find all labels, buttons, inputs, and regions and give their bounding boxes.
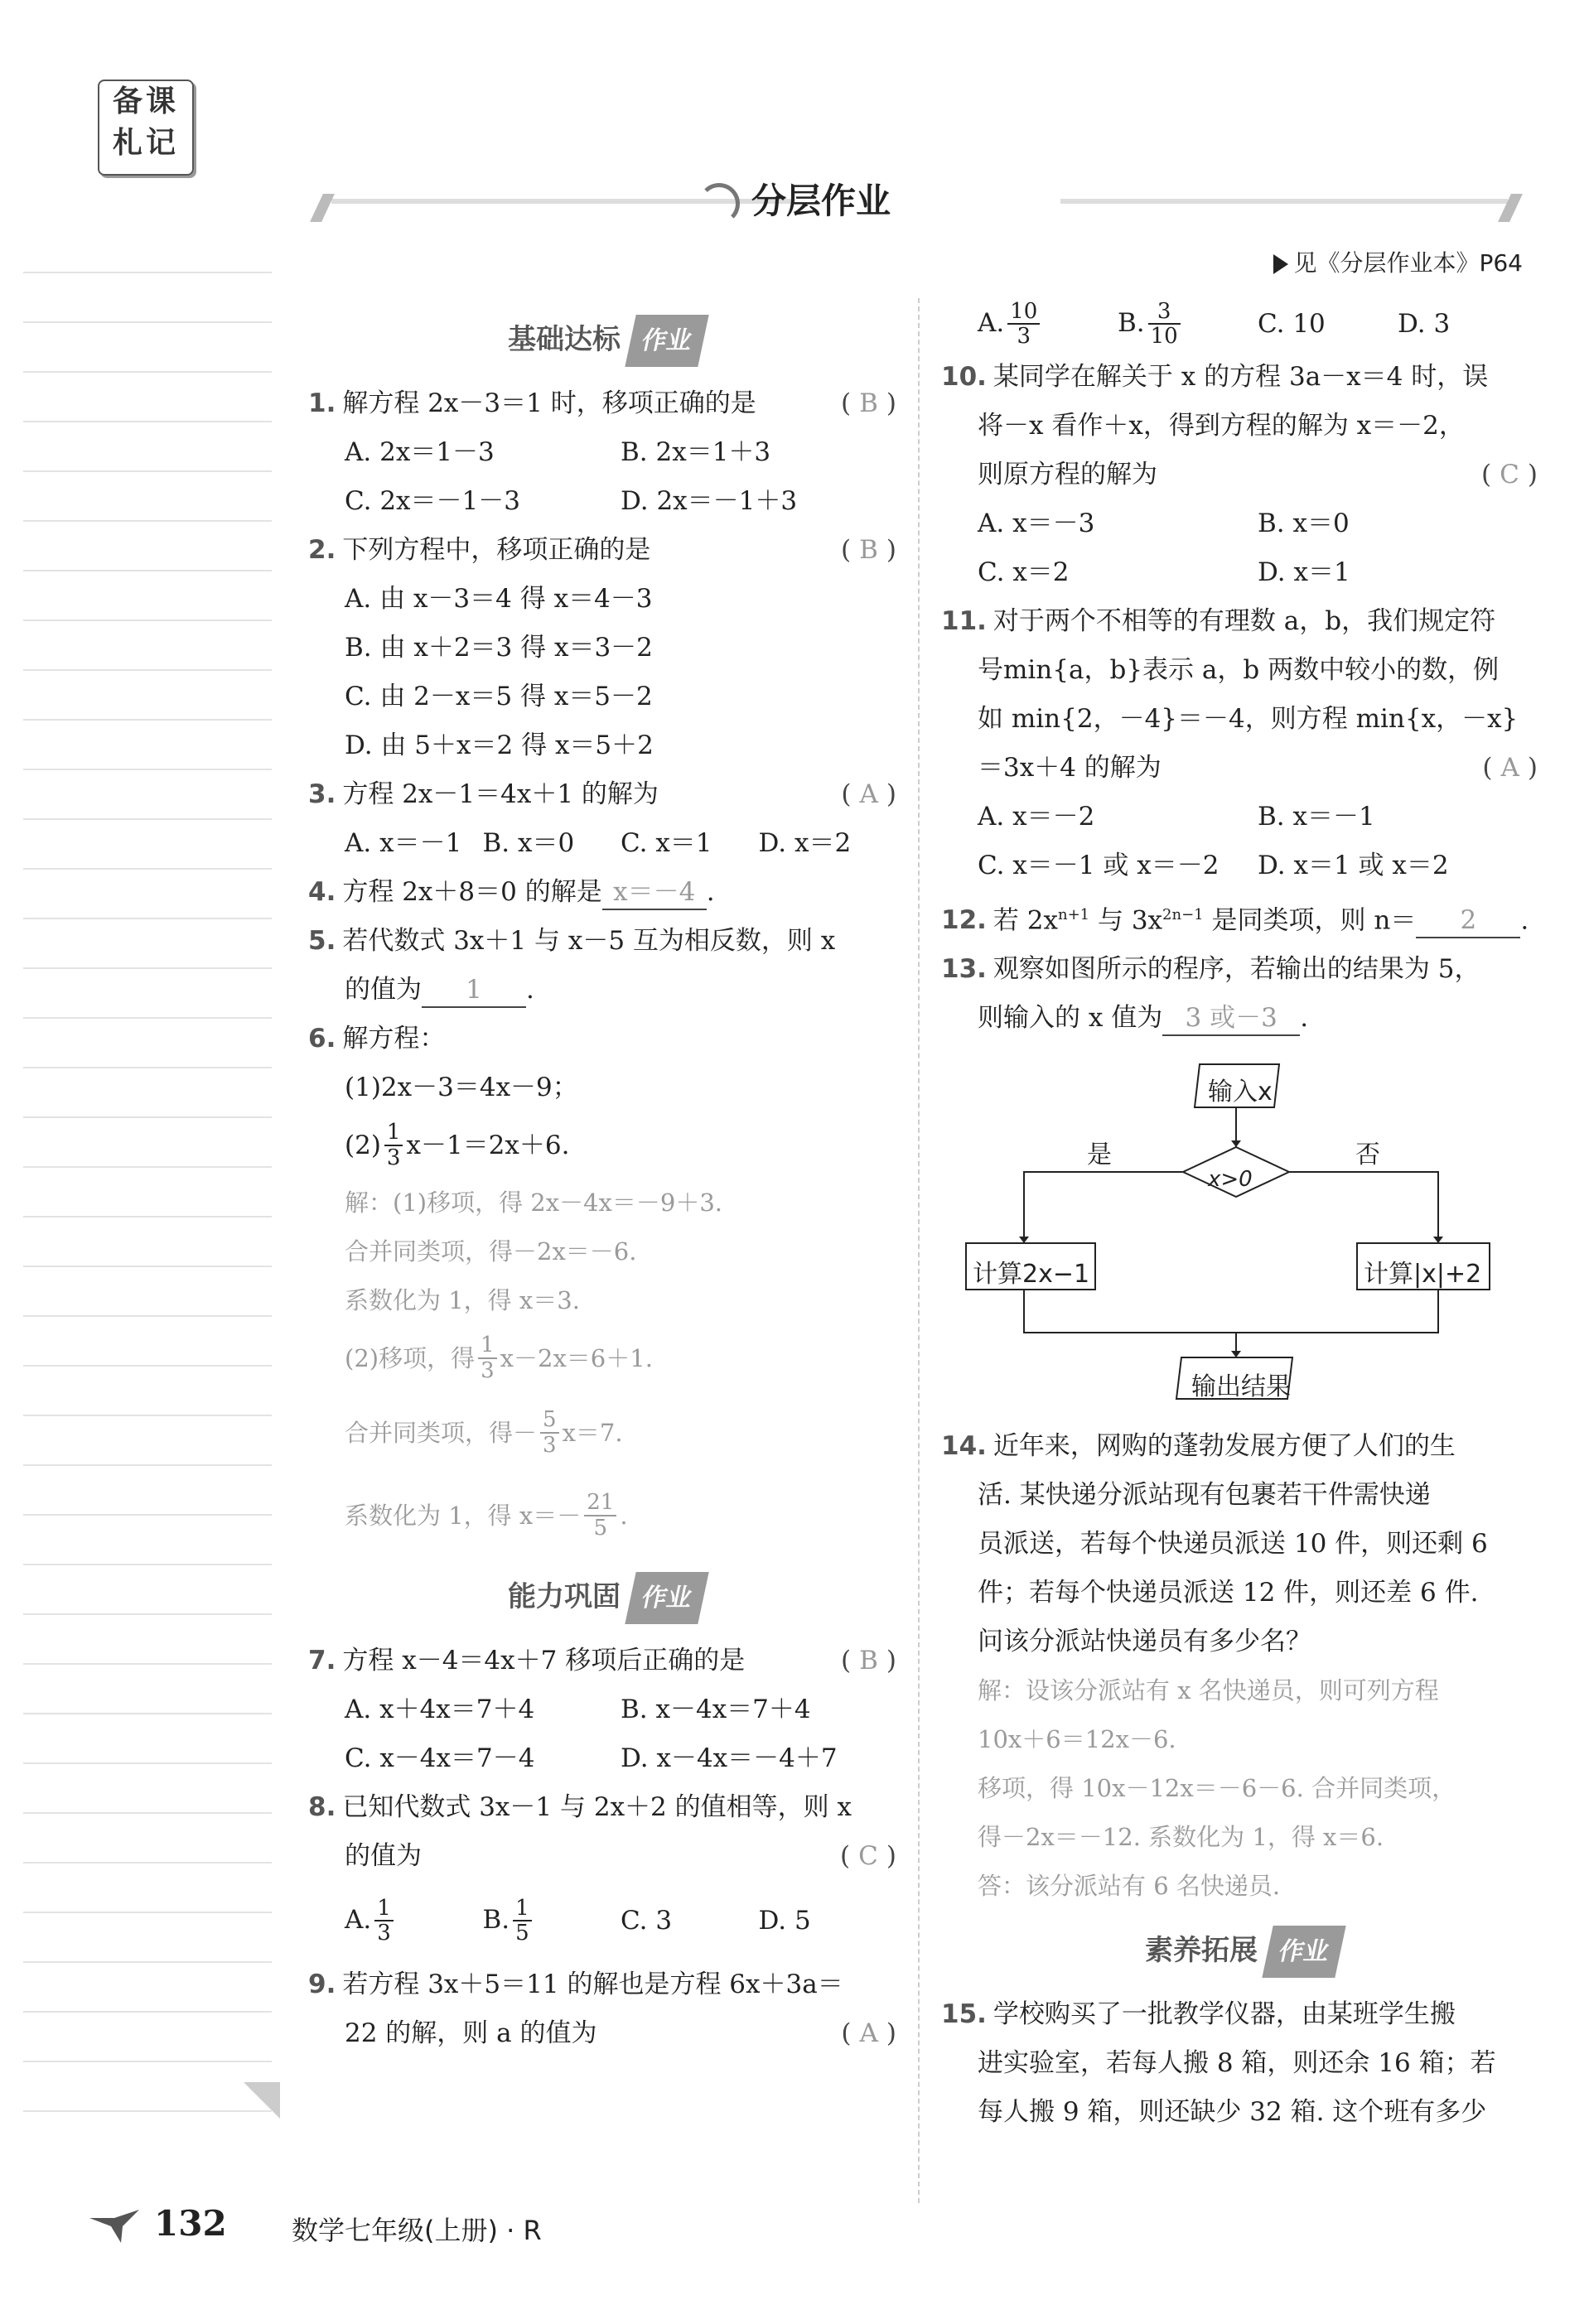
note-badge	[98, 80, 194, 176]
options-7b	[308, 1734, 896, 1783]
flow-condition-label: x>0	[1208, 1167, 1253, 1193]
denominator: 5	[593, 1516, 608, 1540]
text: x＝7.	[562, 1418, 623, 1447]
play-icon	[1273, 254, 1288, 274]
option: A. x＝－3	[978, 509, 1095, 538]
flow-left-label: 计算2x−1	[973, 1260, 1090, 1290]
flow-input-label: 输入x	[1208, 1078, 1273, 1107]
numerator: 1	[374, 1897, 394, 1922]
text: 与 3x	[1089, 905, 1163, 936]
question-stem: 则原方程的解为	[978, 460, 1157, 489]
question-stem: 的值为	[345, 975, 422, 1005]
numerator: 21	[584, 1491, 616, 1516]
numerator: 5	[540, 1408, 559, 1434]
answer-bracket: ( B )	[841, 388, 896, 418]
page-number: 132	[154, 2203, 227, 2244]
solution-line	[308, 1474, 896, 1557]
option: B. x＝－1	[1258, 802, 1375, 832]
no-line	[1289, 1172, 1438, 1243]
question-2	[308, 526, 896, 575]
question-stem: 活. 某快递分派站现有包裹若干件需快递	[978, 1480, 1431, 1511]
option: A. 2x＝1－3	[345, 437, 495, 467]
options-10b	[941, 548, 1538, 597]
question-number: 15.	[941, 1999, 987, 2030]
option: B. 由 x＋2＝3 得 x＝3－2	[345, 633, 653, 663]
flow-right-label: 计算|x|+2	[1364, 1260, 1482, 1290]
denominator: 3	[377, 1921, 391, 1946]
option	[978, 299, 1118, 349]
answer-blank: 2	[1416, 904, 1520, 938]
answer-bracket: ( A )	[1482, 753, 1538, 783]
question-stem: 学校购买了一批教学仪器，由某班学生搬	[993, 1999, 1456, 2030]
text: B.	[1118, 307, 1145, 338]
question-10-line3	[941, 451, 1538, 499]
period: .	[526, 975, 534, 1005]
answer: B	[859, 388, 878, 418]
text: B.	[482, 1904, 510, 1935]
question-stem: 下列方程中，移项正确的是	[342, 535, 651, 565]
question-9	[308, 1960, 896, 2009]
text: (2)移项，得	[345, 1343, 476, 1372]
options-1b	[308, 477, 896, 526]
option	[1118, 299, 1258, 349]
question-4	[308, 868, 896, 917]
options-8	[308, 1881, 896, 1960]
solution-line: 得－2x＝－12. 系数化为 1，得 x＝6.	[978, 1823, 1384, 1852]
question-6	[308, 1015, 896, 1063]
option: C. x＝2	[978, 557, 1070, 587]
page-title	[0, 174, 1589, 224]
option: D. x＝1 或 x＝2	[1258, 851, 1449, 880]
period: .	[1300, 1003, 1309, 1034]
text: 系数化为 1，得 x＝－	[345, 1501, 582, 1530]
exponent: 2n−1	[1162, 906, 1204, 923]
question-stem: 的值为	[345, 1841, 422, 1871]
section-label: 能力巩固	[508, 1580, 621, 1613]
flow-no-label: 否	[1355, 1140, 1380, 1170]
text: 是同类项，则 n＝	[1203, 905, 1417, 936]
question-stem: 22 的解，则 a 的值为	[345, 2018, 597, 2048]
reference	[1273, 245, 1523, 278]
question-11	[941, 597, 1538, 646]
answer-bracket: ( C )	[840, 1841, 896, 1871]
question-number: 5.	[308, 926, 336, 956]
option: A. x＝－2	[978, 802, 1095, 832]
question-number: 3.	[308, 779, 336, 809]
numerator: 1	[478, 1333, 497, 1359]
fraction	[384, 1121, 403, 1169]
option: A. x＝－1	[345, 828, 462, 858]
note-lines	[23, 224, 272, 2129]
question-11-line4	[941, 744, 1538, 793]
answer: A	[859, 2018, 878, 2048]
question-5-line2	[308, 966, 896, 1015]
question-10	[941, 353, 1538, 402]
options-9	[941, 295, 1538, 353]
question-stem: 观察如图所示的程序，若输出的结果为 5，	[993, 954, 1480, 985]
fraction	[374, 1897, 394, 1946]
options-3	[308, 819, 896, 868]
question-number: 13.	[941, 954, 987, 985]
sub-question	[308, 1112, 896, 1179]
question-stem: 近年来，网购的蓬勃发展方便了人们的生	[993, 1431, 1456, 1462]
question-number: 14.	[941, 1431, 987, 1462]
solution-line	[308, 1325, 896, 1391]
left-column	[308, 300, 896, 2058]
option: A. 由 x－3＝4 得 x＝4－3	[345, 584, 653, 614]
question-8-line2	[308, 1832, 896, 1881]
question-1	[308, 379, 896, 428]
question-stem: 解方程：	[342, 1024, 446, 1054]
options-1a	[308, 428, 896, 477]
right-column	[941, 300, 1538, 2137]
question-number: 9.	[308, 1970, 336, 1999]
exponent: n+1	[1057, 906, 1090, 923]
numerator: 1	[384, 1121, 403, 1146]
answer-bracket: ( B )	[841, 1646, 896, 1675]
question-stem: 某同学在解关于 x 的方程 3a－x＝4 时，误	[993, 362, 1489, 392]
denominator: 3	[481, 1358, 495, 1383]
option: C. x＝－1 或 x＝－2	[978, 851, 1220, 880]
text: x－1＝2x＋6.	[406, 1130, 570, 1160]
numerator: 3	[1148, 300, 1181, 325]
numerator: 10	[1007, 300, 1040, 325]
solution-line: 解：设该分派站有 x 名快递员，则可列方程	[978, 1676, 1439, 1705]
denominator: 10	[1150, 324, 1178, 350]
section-label: 素养拓展	[1145, 1934, 1258, 1968]
question-3	[308, 770, 896, 819]
question-stem: 则输入的 x 值为	[978, 1003, 1163, 1034]
question-8	[308, 1783, 896, 1832]
section-tag: 作业	[625, 1572, 708, 1624]
section-extend	[941, 1926, 1538, 1972]
question-number: 10.	[941, 362, 987, 392]
note-bottom: 札记	[112, 126, 179, 160]
answer: B	[859, 1646, 878, 1675]
question-number: 6.	[308, 1024, 336, 1054]
question-number: 8.	[308, 1792, 336, 1822]
question-number: 1.	[308, 388, 336, 418]
denominator: 3	[1017, 324, 1031, 350]
fraction	[513, 1897, 532, 1946]
section-basic	[308, 315, 896, 361]
answer-blank: 1	[422, 973, 526, 1008]
question-stem: 解方程 2x－3＝1 时，移项正确的是	[342, 388, 756, 418]
option: B. x＝0	[482, 828, 575, 858]
option: A. x＋4x＝7＋4	[345, 1695, 535, 1724]
option: B. x－4x＝7＋4	[621, 1695, 811, 1724]
question-stem: 员派送，若每个快递员派送 10 件，则还剩 6	[978, 1529, 1488, 1560]
period: .	[706, 877, 715, 907]
book-title: 数学七年级(上册) · R	[292, 2215, 542, 2246]
answer-bracket: ( A )	[841, 779, 896, 809]
sub-question: (1)2x－3＝4x－9；	[345, 1073, 578, 1102]
question-stem: 问该分派站快递员有多少名？	[978, 1627, 1311, 1657]
answer: C	[858, 1841, 878, 1871]
text: (2)	[345, 1130, 381, 1160]
options-11a	[941, 793, 1538, 841]
flowchart	[941, 1048, 1538, 1412]
arc-icon	[698, 183, 740, 224]
reference-text: 见《分层作业本》P64	[1293, 249, 1523, 277]
text: 合并同类项，得－	[345, 1418, 538, 1447]
flow-output-label: 输出结果	[1191, 1372, 1291, 1402]
answer: C	[1500, 460, 1519, 489]
option: C. 10	[1258, 308, 1326, 339]
option: D. x－4x＝－4＋7	[621, 1743, 838, 1773]
denominator: 3	[543, 1433, 557, 1458]
question-13-line2	[941, 994, 1538, 1043]
flow-yes-label: 是	[1087, 1140, 1112, 1170]
question-number: 7.	[308, 1646, 336, 1675]
section-tag: 作业	[625, 315, 708, 367]
question-stem: 如 min{2，－4}＝－4，则方程 min{x，－x}	[978, 704, 1519, 734]
column-divider	[918, 298, 920, 2203]
section-tag: 作业	[1262, 1926, 1345, 1978]
section-ability	[308, 1572, 896, 1618]
solution-line	[308, 1391, 896, 1474]
question-stem: 每人搬 9 箱，则还缺少 32 箱. 这个班有多少	[978, 2097, 1487, 2128]
question-stem: 方程 x－4＝4x＋7 移项后正确的是	[342, 1646, 746, 1675]
solution-line: 移项，得 10x－12x＝－6－6. 合并同类项，	[978, 1774, 1456, 1803]
option: D. 由 5＋x＝2 得 x＝5＋2	[345, 730, 654, 760]
option: D. x＝2	[758, 828, 852, 858]
option: B. 2x＝1＋3	[621, 437, 771, 467]
option: B. x＝0	[1258, 509, 1350, 538]
solution-line: 合并同类项，得－2x＝－6.	[345, 1237, 637, 1266]
text: .	[620, 1501, 628, 1530]
answer-bracket: ( B )	[841, 535, 896, 565]
question-number: 2.	[308, 535, 336, 565]
fraction	[478, 1333, 497, 1382]
question-stem: ＝3x＋4 的解为	[978, 753, 1162, 783]
solution-line: 答：该分派站有 6 名快递员.	[978, 1872, 1281, 1901]
fraction	[1148, 300, 1181, 349]
question-stem: 进实验室，若每人搬 8 箱，则还余 16 箱；若	[978, 2048, 1496, 2079]
solution-line: 解：(1)移项，得 2x－4x＝－9＋3.	[345, 1189, 723, 1217]
fraction	[1007, 300, 1040, 349]
option: C. 3	[621, 1905, 673, 1936]
options-7a	[308, 1685, 896, 1734]
text: A.	[345, 1904, 372, 1935]
options-11b	[941, 841, 1538, 890]
question-stem: 已知代数式 3x－1 与 2x＋2 的值相等，则 x	[342, 1792, 852, 1822]
numerator: 1	[513, 1897, 532, 1922]
answer: B	[859, 535, 878, 565]
option: D. 5	[758, 1905, 811, 1936]
question-stem: 号min{a，b}表示 a，b 两数中较小的数，例	[978, 655, 1500, 685]
text: x－2x＝6＋1.	[500, 1343, 653, 1372]
question-stem: 对于两个不相等的有理数 a，b，我们规定符	[993, 606, 1496, 636]
question-5	[308, 917, 896, 966]
option: D. x＝1	[1258, 557, 1350, 587]
question-13	[941, 945, 1538, 994]
question-stem: 方程 2x－1＝4x＋1 的解为	[342, 779, 659, 809]
answer: A	[1500, 753, 1519, 783]
option	[483, 1896, 621, 1946]
option: C. 2x＝－1－3	[345, 486, 520, 516]
question-stem: 若代数式 3x＋1 与 x－5 互为相反数，则 x	[342, 926, 836, 956]
arrow-logo-icon	[89, 2210, 139, 2243]
question-15	[941, 1990, 1538, 2039]
question-stem: 方程 2x＋8＝0 的解是	[342, 877, 602, 907]
fraction	[540, 1408, 559, 1457]
question-stem: 件；若每个快递员派送 12 件，则还差 6 件.	[978, 1578, 1479, 1608]
answer-bracket: ( A )	[841, 2018, 896, 2048]
question-number: 11.	[941, 606, 987, 636]
question-9-line2	[308, 2009, 896, 2058]
note-top: 备课	[112, 84, 179, 118]
options-10a	[941, 499, 1538, 548]
corner-marker	[244, 2082, 280, 2119]
yes-line	[1024, 1172, 1183, 1243]
period: .	[1520, 905, 1529, 936]
option: C. 由 2－x＝5 得 x＝5－2	[345, 682, 653, 711]
option	[345, 1896, 483, 1946]
question-stem: 若方程 3x＋5＝11 的解也是方程 6x＋3a＝	[342, 1970, 843, 1999]
answer-blank: 3 或－3	[1162, 1001, 1300, 1036]
question-7	[308, 1637, 896, 1685]
text: 若 2x	[993, 905, 1058, 936]
solution-line: 10x＋6＝12x－6.	[978, 1725, 1176, 1754]
fraction	[584, 1491, 616, 1540]
option: D. 3	[1398, 308, 1451, 339]
question-stem: 将－x 看作＋x，得到方程的解为 x＝－2，	[978, 411, 1465, 441]
answer: A	[859, 779, 878, 809]
text: A.	[978, 307, 1005, 338]
denominator: 3	[386, 1145, 401, 1170]
solution-line: 系数化为 1，得 x＝3.	[345, 1286, 580, 1314]
answer-blank: x＝－4	[602, 875, 707, 910]
question-14	[941, 1422, 1538, 1471]
option: C. x＝1	[621, 828, 712, 858]
question-12	[941, 890, 1538, 945]
page-title-text: 分层作业	[751, 181, 891, 221]
answer-bracket: ( C )	[1481, 460, 1538, 489]
question-number: 12.	[941, 905, 987, 936]
option: D. 2x＝－1＋3	[621, 486, 798, 516]
question-number: 4.	[308, 877, 336, 907]
section-label: 基础达标	[508, 323, 621, 356]
denominator: 5	[515, 1921, 529, 1946]
option: C. x－4x＝7－4	[345, 1743, 535, 1773]
